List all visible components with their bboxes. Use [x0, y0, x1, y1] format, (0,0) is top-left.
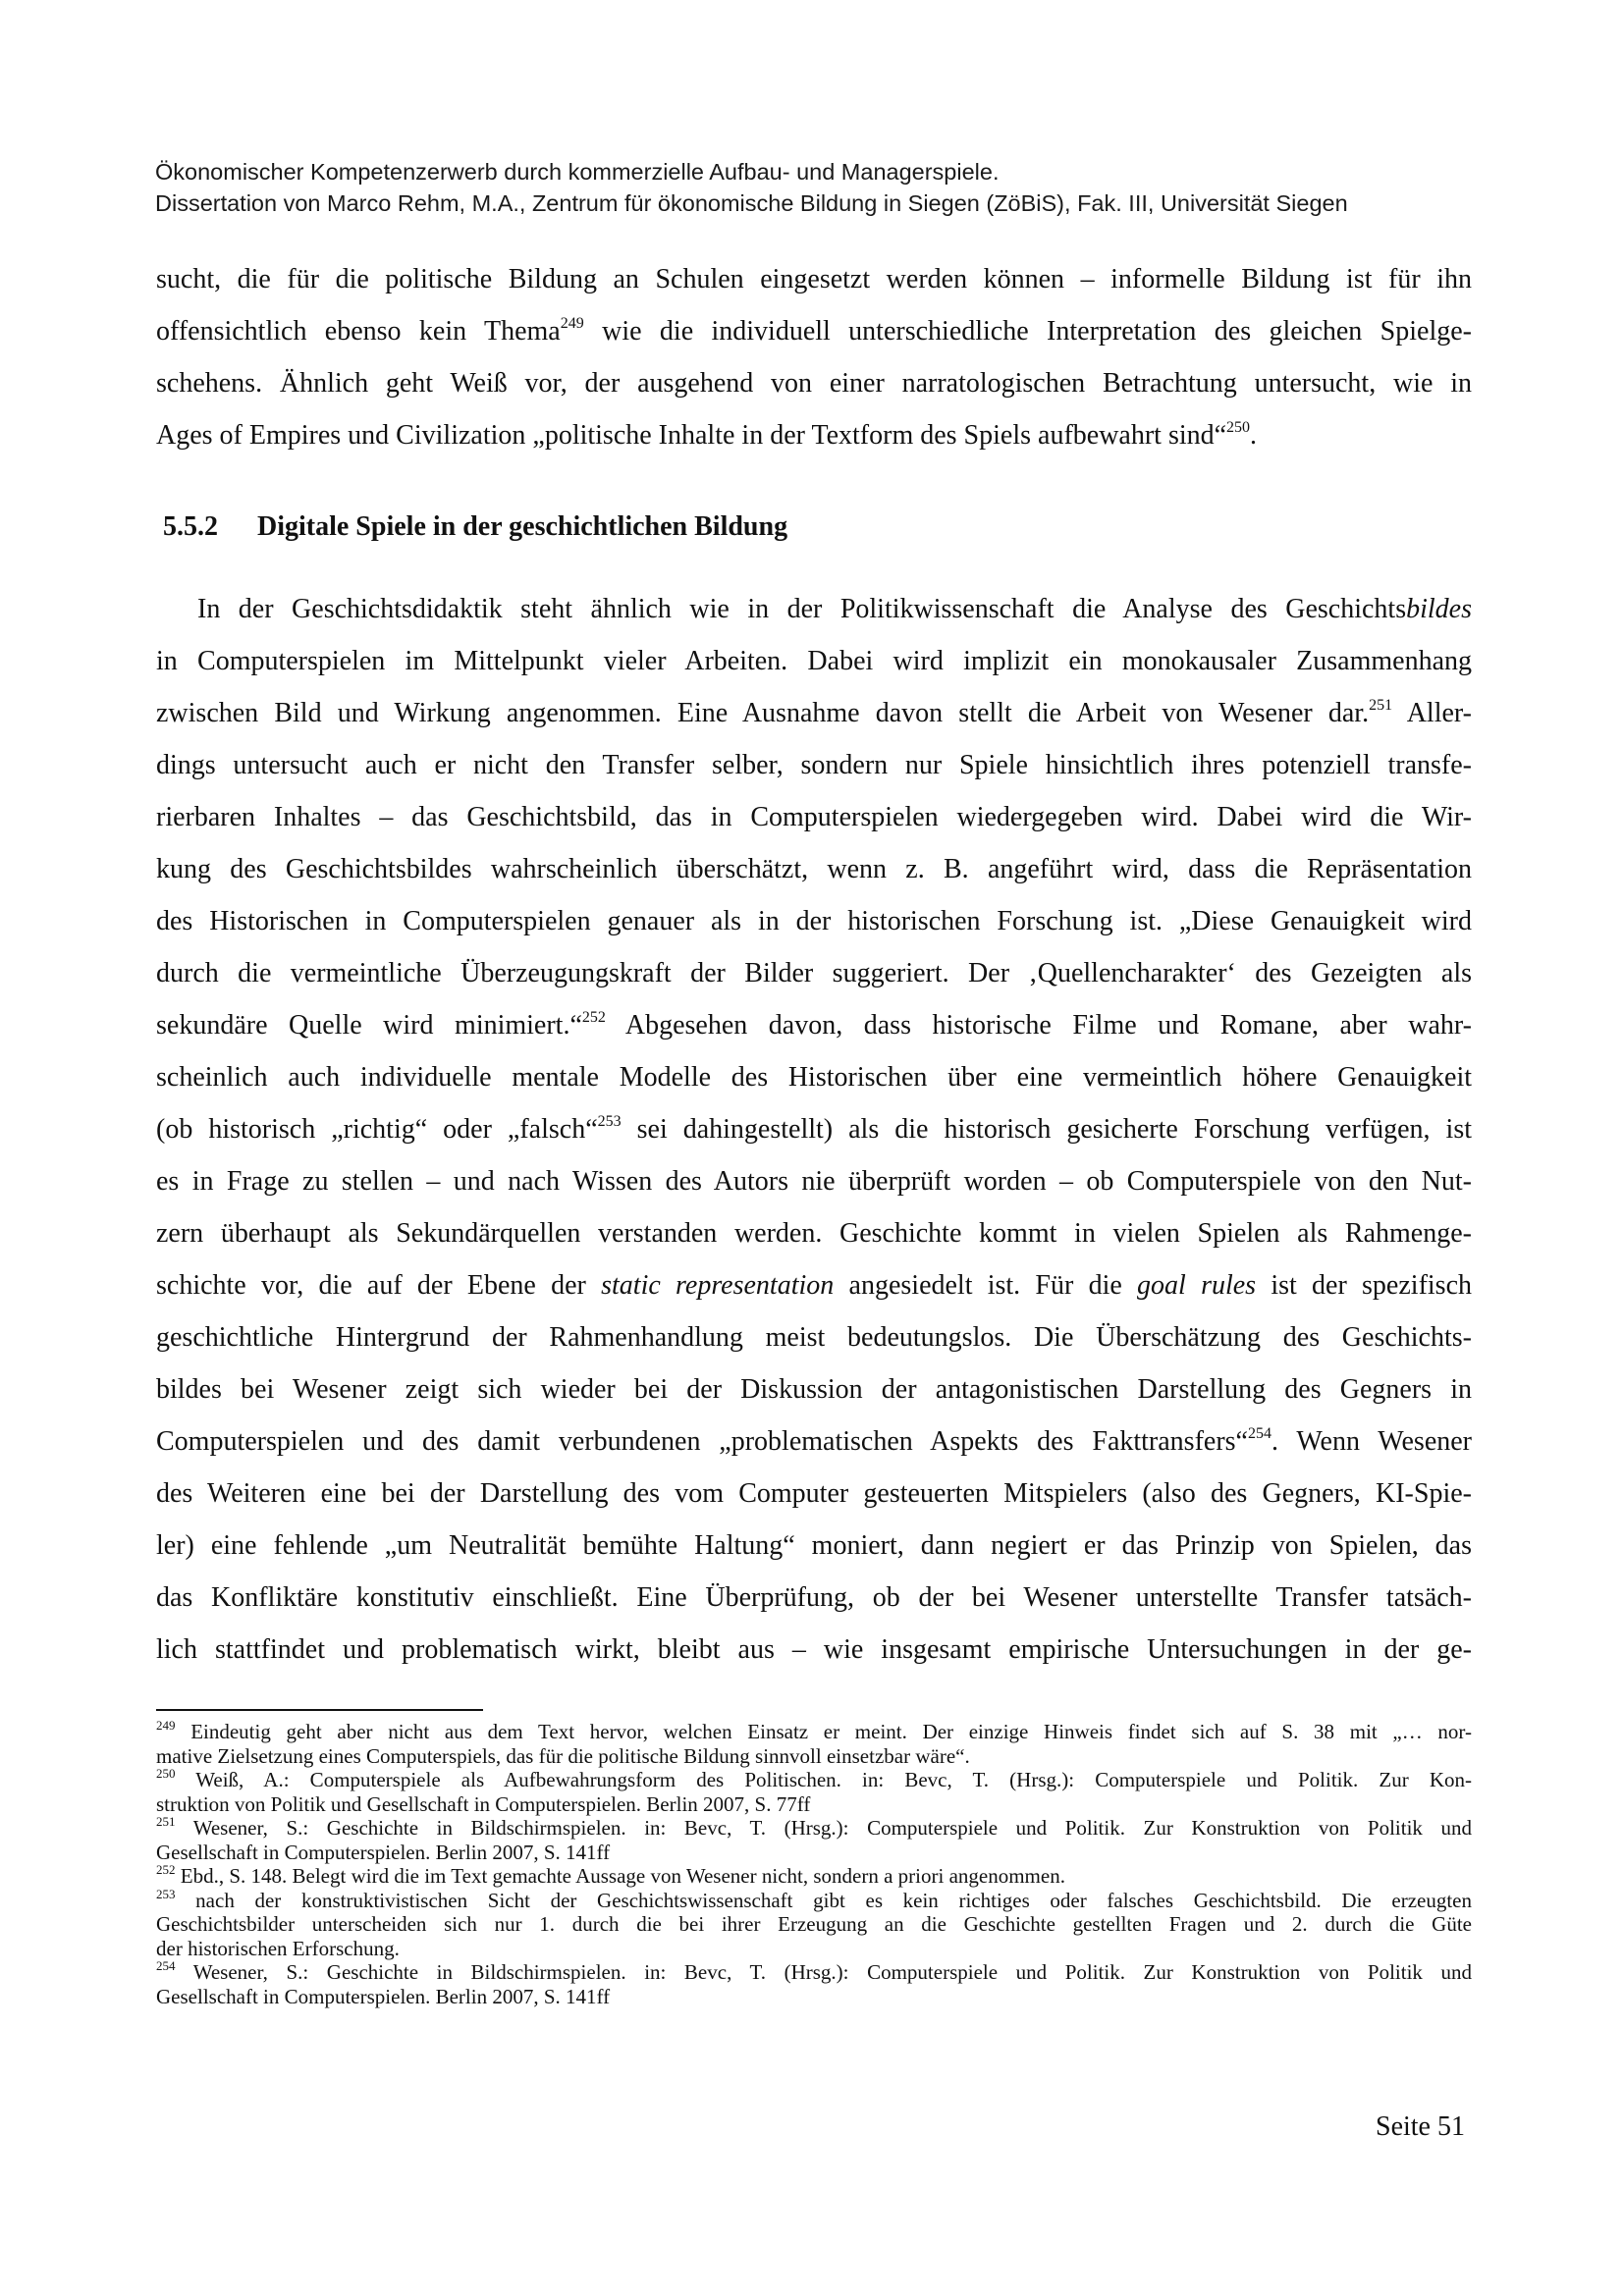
- header-title: Ökonomischer Kompetenzerwerb durch kommerzielle Aufbau- und Managerspiele.: [155, 159, 1000, 185]
- running-header: [155, 156, 1348, 219]
- footnote-250: $^{250}$ Weiß, A.: Computerspiele als Aufbewahrungsform des Politischen. in: Bevc, T. (Hrsg.): Computerspiele und Politik. Zur Kon- struktion von Politik und Gesellschaft in Computerspielen. Berlin 2007, S. 77ff: [156, 1766, 1472, 1816]
- footnote-254: $^{254}$ Wesener, S.: Geschichte in Bildschirmspielen. in: Bevc, T. (Hrsg.): Computerspiele und Politik. Zur Konstruktion von Politik und Gesellschaft in Computerspielen. Berlin 2007, S. 141ff: [156, 1958, 1472, 2008]
- text-line: offensichtlich ebenso kein Thema$^{249}$ wie die individuell unterschiedliche Interpretation des gleichen Spielge-: [156, 314, 1472, 347]
- footnote-ref[interactable]: 250: [1226, 418, 1251, 436]
- text-line: sekundäre Quelle wird minimiert.“$^{252}$ Abgesehen davon, dass historische Filme und Romane, aber wahr-: [156, 1008, 1472, 1041]
- paragraph-continued: [156, 253, 1472, 461]
- footnote-separator: [156, 1709, 483, 1711]
- text-line: ler) eine fehlende „um Neutralität bemühte Haltung“ moniert, dann negiert er das Prinzip von Spielen, das: [156, 1530, 1472, 1561]
- text-line: durch die vermeintliche Überzeugungskraft der Bilder suggeriert. Der ‚Quellencharakter‘ des Gezeigten als: [156, 958, 1472, 988]
- text-line: geschichtliche Hintergrund der Rahmenhandlung meist bedeutungslos. Die Überschätzung des Geschichts-: [156, 1322, 1472, 1353]
- footnote-ref[interactable]: 253: [597, 1112, 622, 1130]
- text-line: des Historischen in Computerspielen genauer als in der historischen Forschung ist. „Diese Genauigkeit wird: [156, 906, 1472, 936]
- footnotes: [156, 1720, 1472, 2008]
- footnote-252: $^{252}$ Ebd., S. 148. Belegt wird die im Text gemachte Aussage von Wesener nicht, sondern a priori angenommen.: [156, 1862, 1065, 1888]
- footnote-249: $^{249}$ Eindeutig geht aber nicht aus dem Text hervor, welchen Einsatz er meint. Der einzige Hinweis findet sich auf S. 38 mit „… nor- mative Zielsetzung eines Computerspiels, das für die politische Bildung sinnvoll einsetzbar wäre“.: [156, 1718, 1473, 1768]
- section-number: 5.5.2: [163, 511, 218, 542]
- footnote-ref[interactable]: 249: [560, 314, 584, 332]
- footnote-253: $^{253}$ nach der konstruktivistischen Sicht der Geschichtswissenschaft gibt es kein richtiges oder falsches Geschichtsbild. Die erzeugten Geschichtsbilder unterscheiden sich nur 1. durch die bei ihrer Erzeugung an die Geschichte gestellten Fragen und 2. durch die Güte der historischen Erforschung.: [156, 1886, 1473, 1960]
- footnote-number: 251: [156, 1814, 176, 1829]
- page-number: Seite 51: [1376, 2111, 1465, 2142]
- text-line: Ages of Empires und Civilization „politische Inhalte in der Textform des Spiels aufbewahrt sind“$^{250}$.: [156, 418, 1258, 451]
- text-line: das Konfliktäre konstitutiv einschließt. Eine Überprüfung, ob der bei Wesener unterstellte Transfer tatsäch-: [156, 1582, 1472, 1613]
- text-line: zwischen Bild und Wirkung angenommen. Eine Ausnahme davon stellt die Arbeit von Wesener dar.$^{251}$ Aller-: [156, 696, 1472, 728]
- header-subtitle: Dissertation von Marco Rehm, M.A., Zentrum für ökonomische Bildung in Siegen (ZöBiS), Fak. III, Universität Siegen: [155, 190, 1348, 216]
- text-line: schichte vor, die auf der Ebene der static representation angesiedelt ist. Für die goal rules ist der spezifisch: [156, 1270, 1472, 1301]
- text-line: scheinlich auch individuelle mentale Modelle des Historischen über eine vermeintlich höhere Genauigkeit: [156, 1062, 1472, 1093]
- text-line: schehens. Ähnlich geht Weiß vor, der ausgehend von einer narratologischen Betrachtung untersucht, wie in: [156, 368, 1472, 399]
- text-line: (ob historisch „richtig“ oder „falsch“$^{253}$ sei dahingestellt) als die historisch gesicherte Forschung verfügen, ist: [156, 1112, 1472, 1145]
- footnote-ref[interactable]: 254: [1247, 1424, 1271, 1442]
- text-line: es in Frage zu stellen – und nach Wissen des Autors nie überprüft worden – ob Computerspiele von den Nut-: [156, 1166, 1472, 1197]
- footnote-ref[interactable]: 252: [581, 1008, 606, 1026]
- text-line: In der Geschichtsdidaktik steht ähnlich wie in der Politikwissenschaft die Analyse des Geschichtsbildes: [197, 594, 1472, 624]
- footnote-number: 253: [156, 1886, 176, 1901]
- footnote-ref[interactable]: 251: [1369, 696, 1393, 714]
- footnote-number: 250: [156, 1766, 176, 1781]
- text-line: bildes bei Wesener zeigt sich wieder bei der Diskussion der antagonistischen Darstellung des Gegners in: [156, 1374, 1472, 1405]
- footnote-number: 249: [156, 1718, 176, 1733]
- text-line: Computerspielen und des damit verbundenen „problematischen Aspekts des Fakttransfers“$^{254}$. Wenn Wesener: [156, 1424, 1473, 1457]
- text-line: rierbaren Inhaltes – das Geschichtsbild, das in Computerspielen wiedergegeben wird. Dabei wird die Wir-: [156, 802, 1472, 832]
- text-line: zern überhaupt als Sekundärquellen verstanden werden. Geschichte kommt in vielen Spielen als Rahmenge-: [156, 1218, 1472, 1249]
- text-line: sucht, die für die politische Bildung an Schulen eingesetzt werden können – informelle Bildung ist für ihn: [156, 264, 1472, 294]
- text-line: lich stattfindet und problematisch wirkt, bleibt aus – wie insgesamt empirische Untersuchungen in der ge-: [156, 1634, 1472, 1665]
- footnote-251: $^{251}$ Wesener, S.: Geschichte in Bildschirmspielen. in: Bevc, T. (Hrsg.): Computerspiele und Politik. Zur Konstruktion von Politik und Gesellschaft in Computerspielen. Berlin 2007, S. 141ff: [156, 1814, 1472, 1864]
- paragraph: [156, 583, 1472, 1676]
- text-line: des Weiteren eine bei der Darstellung des vom Computer gesteuerten Mitspielers (also des Gegners, KI-Spie-: [156, 1478, 1472, 1509]
- footnote-number: 252: [156, 1862, 176, 1877]
- text-line: kung des Geschichtsbildes wahrscheinlich überschätzt, wenn z. B. angeführt wird, dass die Repräsentation: [156, 854, 1472, 884]
- section-heading: [163, 511, 787, 543]
- section-title: Digitale Spiele in der geschichtlichen Bildung: [257, 511, 788, 542]
- footnote-number: 254: [156, 1958, 176, 1973]
- text-line: in Computerspielen im Mittelpunkt vieler Arbeiten. Dabei wird implizit ein monokausaler Zusammenhang: [156, 646, 1472, 676]
- text-line: dings untersucht auch er nicht den Transfer selber, sondern nur Spiele hinsichtlich ihres potenziell transfe-: [156, 750, 1472, 780]
